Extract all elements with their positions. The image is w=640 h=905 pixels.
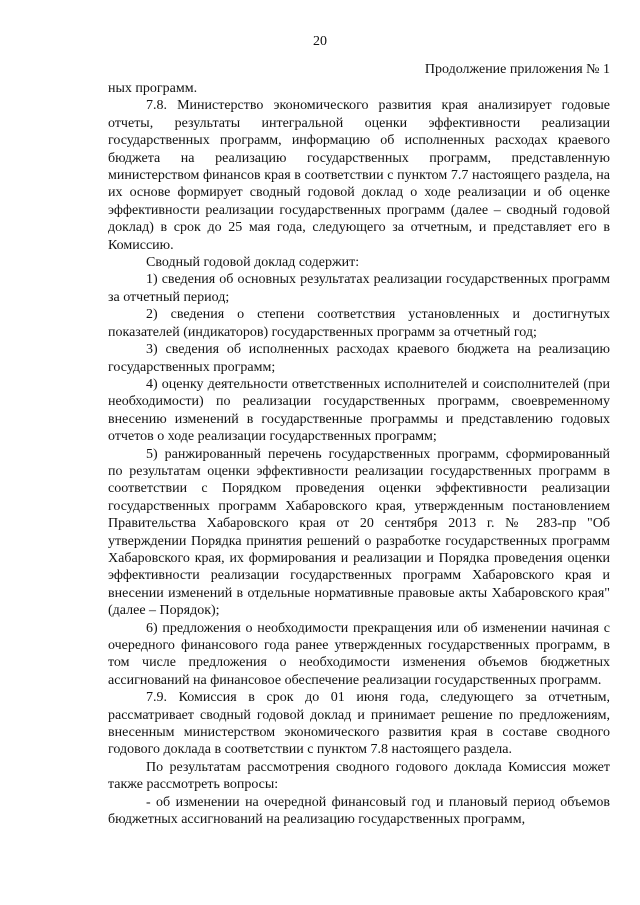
list-item-3: 3) сведения об исполненных расходах краевого бюджета на реализацию государственных программ; — [108, 342, 610, 375]
paragraph-continuation: ных программ. — [108, 81, 198, 96]
list-item-2: 2) сведения о степени соответствия установленных и достигнутых показателей (индикаторов) государственных программ за отчетный год; — [108, 307, 610, 340]
list-item-6: 6) предложения о необходимости прекращения или об изменении начиная с очередного финансового года ранее утвержденных государственных программ, в том числе предложения о необходимости изменения объемов бюджетных ассигнований на финансовое обеспечение реализации государственных программ. — [108, 620, 610, 688]
document-body — [108, 80, 610, 828]
list-item-1: 1) сведения об основных результатах реализации государственных программ за отчетный период; — [108, 272, 610, 305]
list-item-4: 4) оценку деятельности ответственных исполнителей и соисполнителей (при необходимости) по реализации государственных программ, своевременному внесению изменений в государственные программы и представлению годовых отчетов о ходе реализации государственных программ; — [108, 376, 610, 445]
page-number: 20 — [313, 34, 327, 49]
list-item-5: 5) ранжированный перечень государственных программ, сформированный по результатам оценки эффективности реализации государственных программ в соответствии с Порядком проведения оценки эффективности реализации государственных программ Хабаровского края, утвержденным постановлением Правительства Хабаровского края от 20 сентября 2013 г. № 283-пр "Об утверждении Порядка принятия решений о разработке государственных программ Хабаровского края, их формирования и реализации и Порядка проведения оценки эффективности реализации государственных программ Хабаровского края и внесении изменений в отдельные нормативные правовые акты Хабаровского края" (далее – Порядок); — [108, 446, 610, 619]
paragraph-budget-change: - об изменении на очередной финансовый год и плановый период объемов бюджетных ассигнований на реализацию государственных программ, — [108, 794, 610, 828]
paragraph-commission-questions: По результатам рассмотрения сводного годового доклада Комиссия может также рассмотреть вопросы: — [108, 759, 610, 793]
paragraph-7-9: 7.9. Комиссия в срок до 01 июня года, следующего за отчетным, рассматривает сводный годовой доклад и принимает решение по предложениям, внесенным министерством экономического развития края в составе сводного годового доклада в соответствии с пунктом 7.8 настоящего раздела. — [108, 690, 610, 758]
appendix-continuation-note: Продолжение приложения № 1 — [424, 62, 610, 77]
paragraph-7-8: 7.8. Министерство экономического развития края анализирует годовые отчеты, результаты интегральной оценки эффективности реализации государственных программ, информацию об исполненных расходах краевого бюджета на реализацию государственных программ, представленную министерством финансов края в соответствии с пунктом 7.7 настоящего раздела, на их основе формирует сводный годовой доклад о ходе реализации и об оценке эффективности реализации государственных программ (далее – сводный годовой доклад) в срок до 25 мая года, следующего за отчетным, и представляет его в Комиссию. — [108, 98, 610, 253]
paragraph-report-contents: Сводный годовой доклад содержит: — [146, 255, 360, 271]
